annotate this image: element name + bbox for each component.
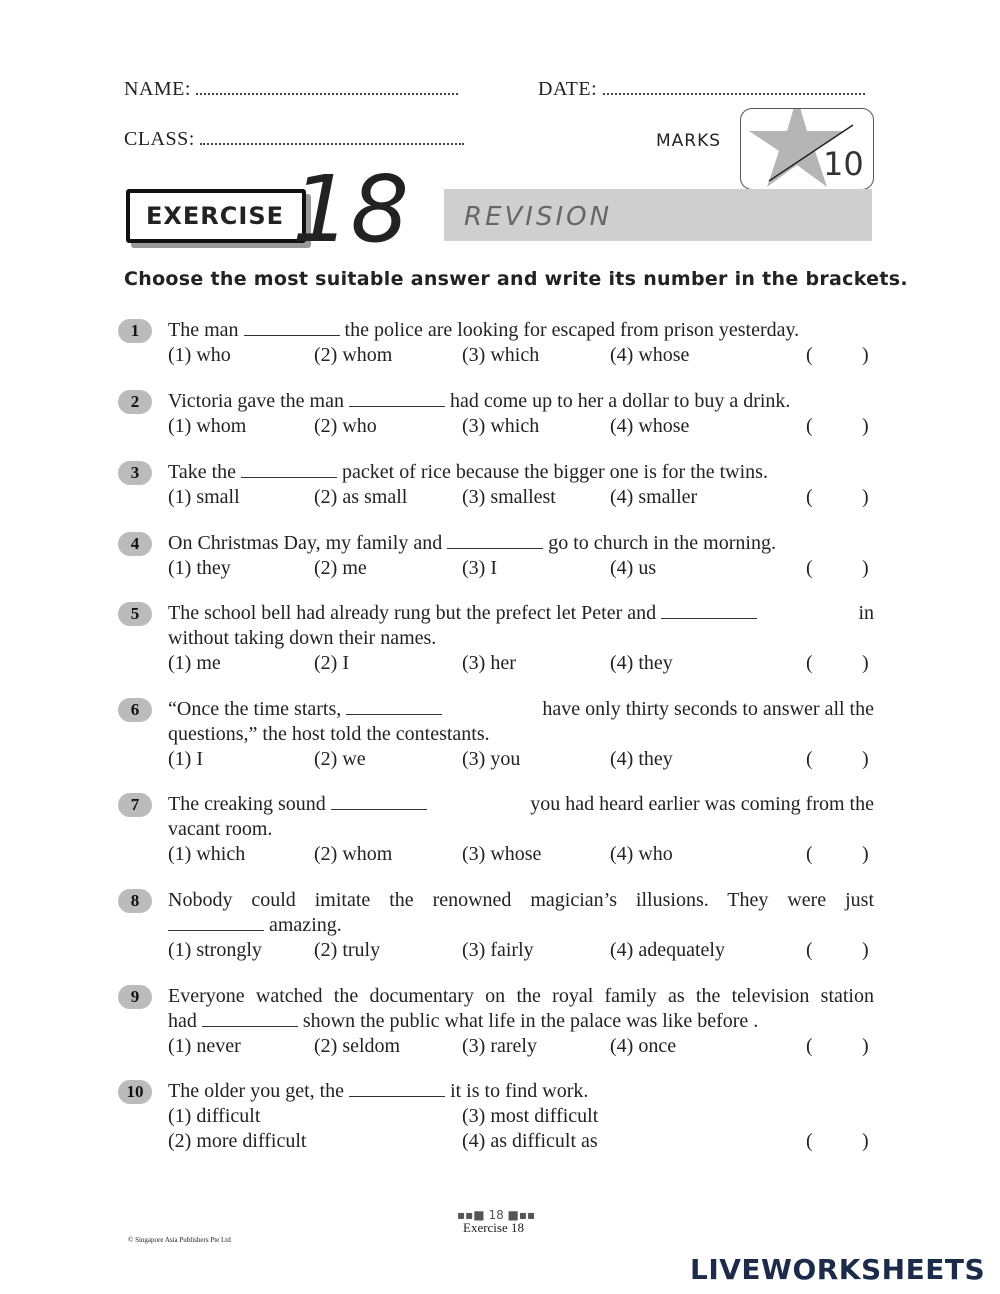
answer-option: (4) us xyxy=(610,557,657,579)
question-text-pre: The older you get, the xyxy=(168,1080,345,1102)
bracket-close: ) xyxy=(862,486,869,508)
answer-option: (3) which xyxy=(462,344,540,366)
question-text-post: in xyxy=(858,602,874,624)
answer-blank[interactable] xyxy=(447,534,543,549)
answer-option: (3) smallest xyxy=(462,486,556,508)
question-number: 3 xyxy=(118,461,152,485)
question-number: 9 xyxy=(118,985,152,1009)
bracket-close: ) xyxy=(862,415,869,437)
answer-option: (2) whom xyxy=(314,344,393,366)
answer-option: (3) I xyxy=(462,557,497,579)
answer-option: (4) who xyxy=(610,843,673,865)
bracket-close: ) xyxy=(862,344,869,366)
answer-option: (4) once xyxy=(610,1035,677,1057)
answer-box[interactable] xyxy=(820,747,858,771)
question-text-pre: The man xyxy=(168,319,239,341)
bracket-close: ) xyxy=(862,1130,869,1152)
bracket-open: ( xyxy=(806,652,813,674)
question-text-line2 xyxy=(168,913,874,938)
answer-box[interactable] xyxy=(820,1034,858,1058)
marks-total: 10 xyxy=(823,145,864,183)
answer-option: (1) who xyxy=(168,344,231,366)
answer-option: (2) me xyxy=(314,557,367,579)
answer-blank[interactable] xyxy=(202,1012,298,1027)
marks-box xyxy=(740,108,874,190)
bracket-close: ) xyxy=(862,748,869,770)
bracket-close: ) xyxy=(862,652,869,674)
exercise-badge xyxy=(126,189,306,243)
question-text xyxy=(168,531,874,556)
page-label: Exercise 18 xyxy=(463,1220,525,1235)
bracket-open: ( xyxy=(806,843,813,865)
answer-option: (2) as small xyxy=(314,486,408,508)
question-text-pre: On Christmas Day, my family and xyxy=(168,532,443,554)
answer-option: (2) whom xyxy=(314,843,393,865)
question-text-line2: questions,” the host told the contestants. xyxy=(168,723,490,745)
answer-blank[interactable] xyxy=(349,392,445,407)
exercise-number: 18 xyxy=(292,156,410,263)
answer-box[interactable] xyxy=(820,414,858,438)
section-title: REVISION xyxy=(464,202,613,232)
bracket-close: ) xyxy=(862,557,869,579)
answer-box[interactable] xyxy=(820,485,858,509)
name-label: NAME: xyxy=(124,78,191,100)
question-text-cont: amazing. xyxy=(269,914,342,936)
question-text-line2: vacant room. xyxy=(168,818,273,840)
answer-option: (4) they xyxy=(610,748,673,770)
answer-blank[interactable] xyxy=(349,1082,445,1097)
answer-option: (2) I xyxy=(314,652,349,674)
answer-option: (1) me xyxy=(168,652,221,674)
question-text xyxy=(168,389,874,414)
question-text xyxy=(168,1079,874,1104)
question-text-post: had come up to her a dollar to buy a drink. xyxy=(449,390,791,412)
answer-option: (1) difficult xyxy=(168,1105,261,1127)
answer-option: (2) more difficult xyxy=(168,1130,307,1152)
answer-box[interactable] xyxy=(820,556,858,580)
answer-option: (2) seldom xyxy=(314,1035,401,1057)
brand-name: LIVEWORKSHEETS xyxy=(690,1252,986,1286)
bracket-open: ( xyxy=(806,748,813,770)
instruction: Choose the most suitable answer and write its number in the brackets. xyxy=(124,268,908,290)
page-number: 18 xyxy=(488,1208,504,1222)
answer-option: (3) rarely xyxy=(462,1035,537,1057)
question-text-pre: Take the xyxy=(168,461,237,483)
question-text-pre: Victoria gave the man xyxy=(168,390,344,412)
answer-option: (3) her xyxy=(462,652,516,674)
answer-box[interactable] xyxy=(820,1129,858,1153)
answer-blank[interactable] xyxy=(331,795,427,810)
answer-option: (1) whom xyxy=(168,415,247,437)
question-number: 2 xyxy=(118,390,152,414)
question-text-pre: had xyxy=(168,1010,197,1032)
class-row xyxy=(124,128,464,151)
answer-option: (1) never xyxy=(168,1035,241,1057)
brand-logo xyxy=(690,1252,986,1286)
answer-option: (4) as difficult as xyxy=(462,1130,598,1152)
answer-option: (1) which xyxy=(168,843,246,865)
bracket-open: ( xyxy=(806,1130,813,1152)
question-text-pre: “Once the time starts, xyxy=(168,698,342,720)
question-number: 7 xyxy=(118,793,152,817)
question-text-post: go to church in the morning. xyxy=(548,532,776,554)
copyright: © Singapore Asia Publishers Pte Ltd xyxy=(128,1236,231,1244)
bracket-open: ( xyxy=(806,557,813,579)
question-text xyxy=(168,697,874,722)
answer-option: (3) which xyxy=(462,415,540,437)
answer-option: (4) whose xyxy=(610,415,690,437)
question-text-pre: The creaking sound xyxy=(168,793,326,815)
answer-option: (3) you xyxy=(462,748,521,770)
revision-bar xyxy=(444,189,872,241)
exercise-word: EXERCISE xyxy=(146,202,284,230)
answer-box[interactable] xyxy=(820,842,858,866)
date-field[interactable] xyxy=(603,79,865,95)
answer-option: (1) strongly xyxy=(168,939,262,961)
answer-blank[interactable] xyxy=(661,604,757,619)
bracket-close: ) xyxy=(862,939,869,961)
answer-option: (1) they xyxy=(168,557,231,579)
name-row xyxy=(124,78,458,101)
bracket-close: ) xyxy=(862,843,869,865)
footer-dots-icon: ■▪▪ xyxy=(507,1208,536,1222)
class-field[interactable] xyxy=(200,129,464,145)
question-text-pre: The school bell had already rung but the prefect let Peter and xyxy=(168,602,657,624)
question-text: Nobody could imitate the renowned magician’s illusions. They were just xyxy=(168,889,874,911)
question-number: 4 xyxy=(118,532,152,556)
bracket-open: ( xyxy=(806,415,813,437)
question-number: 5 xyxy=(118,602,152,626)
question-text-post: you had heard earlier was coming from the xyxy=(530,793,874,815)
answer-option: (2) we xyxy=(314,748,366,770)
name-field[interactable] xyxy=(196,79,458,95)
answer-option: (4) smaller xyxy=(610,486,698,508)
question-text-post: it is to find work. xyxy=(450,1080,589,1102)
date-label: DATE: xyxy=(538,78,598,100)
question-text-post: the police are looking for escaped from prison yesterday. xyxy=(344,319,800,341)
question-text xyxy=(168,460,874,485)
question-number: 10 xyxy=(118,1080,152,1104)
question-number: 6 xyxy=(118,698,152,722)
question-text-post: have only thirty seconds to answer all the xyxy=(542,698,874,720)
class-label: CLASS: xyxy=(124,128,195,150)
question-text xyxy=(168,792,874,817)
answer-box[interactable] xyxy=(820,938,858,962)
question-number: 8 xyxy=(118,889,152,913)
question-text xyxy=(168,318,874,343)
answer-option: (4) they xyxy=(610,652,673,674)
bracket-open: ( xyxy=(806,486,813,508)
answer-blank[interactable] xyxy=(244,321,340,336)
answer-option: (4) whose xyxy=(610,344,690,366)
answer-blank[interactable] xyxy=(241,463,337,478)
answer-option: (4) adequately xyxy=(610,939,725,961)
question-text-line2: without taking down their names. xyxy=(168,627,437,649)
answer-box[interactable] xyxy=(820,651,858,675)
bracket-open: ( xyxy=(806,1035,813,1057)
question-text-post: packet of rice because the bigger one is for the twins. xyxy=(342,461,768,483)
answer-option: (2) truly xyxy=(314,939,381,961)
answer-blank[interactable] xyxy=(346,700,442,715)
answer-box[interactable] xyxy=(820,343,858,367)
bracket-open: ( xyxy=(806,344,813,366)
answer-option: (2) who xyxy=(314,415,377,437)
bracket-open: ( xyxy=(806,939,813,961)
bracket-close: ) xyxy=(862,1035,869,1057)
answer-option: (1) I xyxy=(168,748,203,770)
answer-blank[interactable] xyxy=(168,916,264,931)
question-text xyxy=(168,601,874,626)
question-text-post: shown the public what life in the palace was like before . xyxy=(302,1010,759,1032)
answer-option: (1) small xyxy=(168,486,240,508)
date-row xyxy=(538,78,865,101)
marks-label: MARKS xyxy=(656,131,722,151)
answer-option: (3) most difficult xyxy=(462,1105,599,1127)
answer-option: (3) fairly xyxy=(462,939,534,961)
question-text: Everyone watched the documentary on the royal family as the television station xyxy=(168,985,874,1007)
answer-option: (3) whose xyxy=(462,843,542,865)
question-text-line2 xyxy=(168,1009,874,1034)
footer-dots-icon: ▪▪■ xyxy=(457,1208,485,1222)
question-number: 1 xyxy=(118,319,152,343)
